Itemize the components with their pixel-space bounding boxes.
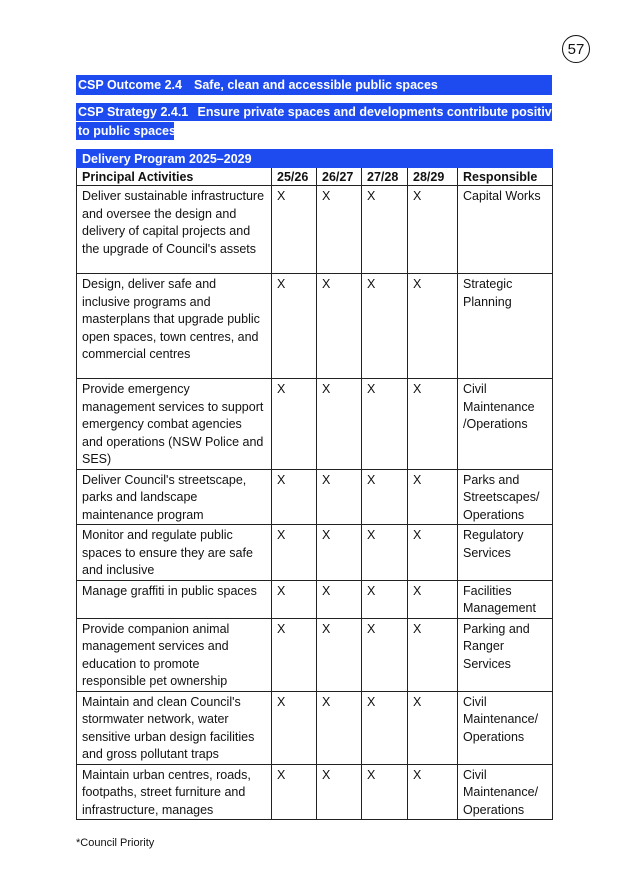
row-27-28: X	[362, 691, 408, 764]
row-28-29: X	[408, 580, 458, 618]
row-responsible: Capital Works	[458, 186, 553, 274]
row-25-26: X	[272, 764, 317, 820]
delivery-program-table	[76, 149, 553, 820]
row-responsible: Civil Maintenance /Operations	[458, 379, 553, 470]
strategy-code: CSP Strategy 2.4.1	[78, 105, 189, 119]
row-25-26: X	[272, 274, 317, 379]
row-27-28: X	[362, 618, 408, 691]
table-row	[77, 186, 553, 274]
row-28-29: X	[408, 618, 458, 691]
table-row	[77, 764, 553, 820]
row-28-29: X	[408, 469, 458, 525]
strategy-heading	[76, 103, 570, 121]
row-25-26: X	[272, 691, 317, 764]
row-activity: Maintain and clean Council's stormwater network, water sensitive urban design facilities and gross pollutant traps	[77, 691, 272, 764]
outcome-title: Safe, clean and accessible public spaces	[194, 78, 438, 92]
row-responsible: Strategic Planning	[458, 274, 553, 379]
row-25-26: X	[272, 580, 317, 618]
row-28-29: X	[408, 379, 458, 470]
row-27-28: X	[362, 469, 408, 525]
header-year-1: 25/26	[272, 168, 317, 186]
table-body	[77, 186, 553, 820]
row-28-29: X	[408, 186, 458, 274]
row-25-26: X	[272, 186, 317, 274]
row-responsible: Civil Maintenance/ Operations	[458, 691, 553, 764]
row-27-28: X	[362, 580, 408, 618]
row-responsible: Facilities Management	[458, 580, 553, 618]
row-activity: Manage graffiti in public spaces	[77, 580, 272, 618]
row-25-26: X	[272, 379, 317, 470]
table-row	[77, 618, 553, 691]
table-row	[77, 691, 553, 764]
row-28-29: X	[408, 691, 458, 764]
row-26-27: X	[317, 379, 362, 470]
row-activity: Design, deliver safe and inclusive programs and masterplans that upgrade public open spaces, town centres, and commercial centres	[77, 274, 272, 379]
table-row	[77, 379, 553, 470]
row-27-28: X	[362, 525, 408, 581]
header-year-4: 28/29	[408, 168, 458, 186]
header-principal-activities: Principal Activities	[77, 168, 272, 186]
row-activity: Maintain urban centres, roads, footpaths, street furniture and infrastructure, manages	[77, 764, 272, 820]
table-banner: Delivery Program 2025–2029	[77, 150, 553, 168]
strategy-title-line2: to public spaces	[78, 124, 176, 138]
outcome-code: CSP Outcome 2.4	[78, 78, 182, 92]
row-activity: Provide companion animal management services and education to promote responsible pet ownership	[77, 618, 272, 691]
strategy-heading-continued	[76, 122, 174, 140]
header-responsible: Responsible	[458, 168, 553, 186]
row-28-29: X	[408, 764, 458, 820]
row-25-26: X	[272, 618, 317, 691]
row-responsible: Regulatory Services	[458, 525, 553, 581]
row-26-27: X	[317, 186, 362, 274]
table-header-row	[77, 168, 553, 186]
page-number-badge	[562, 35, 590, 63]
row-responsible: Parks and Streetscapes/ Operations	[458, 469, 553, 525]
outcome-heading	[76, 75, 552, 95]
row-27-28: X	[362, 764, 408, 820]
row-26-27: X	[317, 580, 362, 618]
table-row	[77, 274, 553, 379]
row-activity: Deliver Council's streetscape, parks and landscape maintenance program	[77, 469, 272, 525]
strategy-title-line1: Ensure private spaces and developments contribute positively	[197, 105, 570, 119]
row-26-27: X	[317, 274, 362, 379]
row-25-26: X	[272, 525, 317, 581]
row-27-28: X	[362, 274, 408, 379]
row-28-29: X	[408, 274, 458, 379]
row-activity: Deliver sustainable infrastructure and oversee the design and delivery of capital projects and the upgrade of Council's assets	[77, 186, 272, 274]
row-26-27: X	[317, 469, 362, 525]
row-responsible: Parking and Ranger Services	[458, 618, 553, 691]
row-26-27: X	[317, 691, 362, 764]
table-row	[77, 580, 553, 618]
row-26-27: X	[317, 618, 362, 691]
header-year-2: 26/27	[317, 168, 362, 186]
page-number: 57	[567, 40, 585, 58]
row-26-27: X	[317, 764, 362, 820]
table-row	[77, 525, 553, 581]
row-25-26: X	[272, 469, 317, 525]
row-26-27: X	[317, 525, 362, 581]
table-banner-row	[77, 150, 553, 168]
row-activity: Monitor and regulate public spaces to ensure they are safe and inclusive	[77, 525, 272, 581]
row-responsible: Civil Maintenance/ Operations	[458, 764, 553, 820]
row-27-28: X	[362, 379, 408, 470]
header-year-3: 27/28	[362, 168, 408, 186]
row-27-28: X	[362, 186, 408, 274]
footnote: *Council Priority	[76, 837, 155, 849]
row-activity: Provide emergency management services to support emergency combat agencies and operations (NSW Police and SES)	[77, 379, 272, 470]
table-row	[77, 469, 553, 525]
row-28-29: X	[408, 525, 458, 581]
